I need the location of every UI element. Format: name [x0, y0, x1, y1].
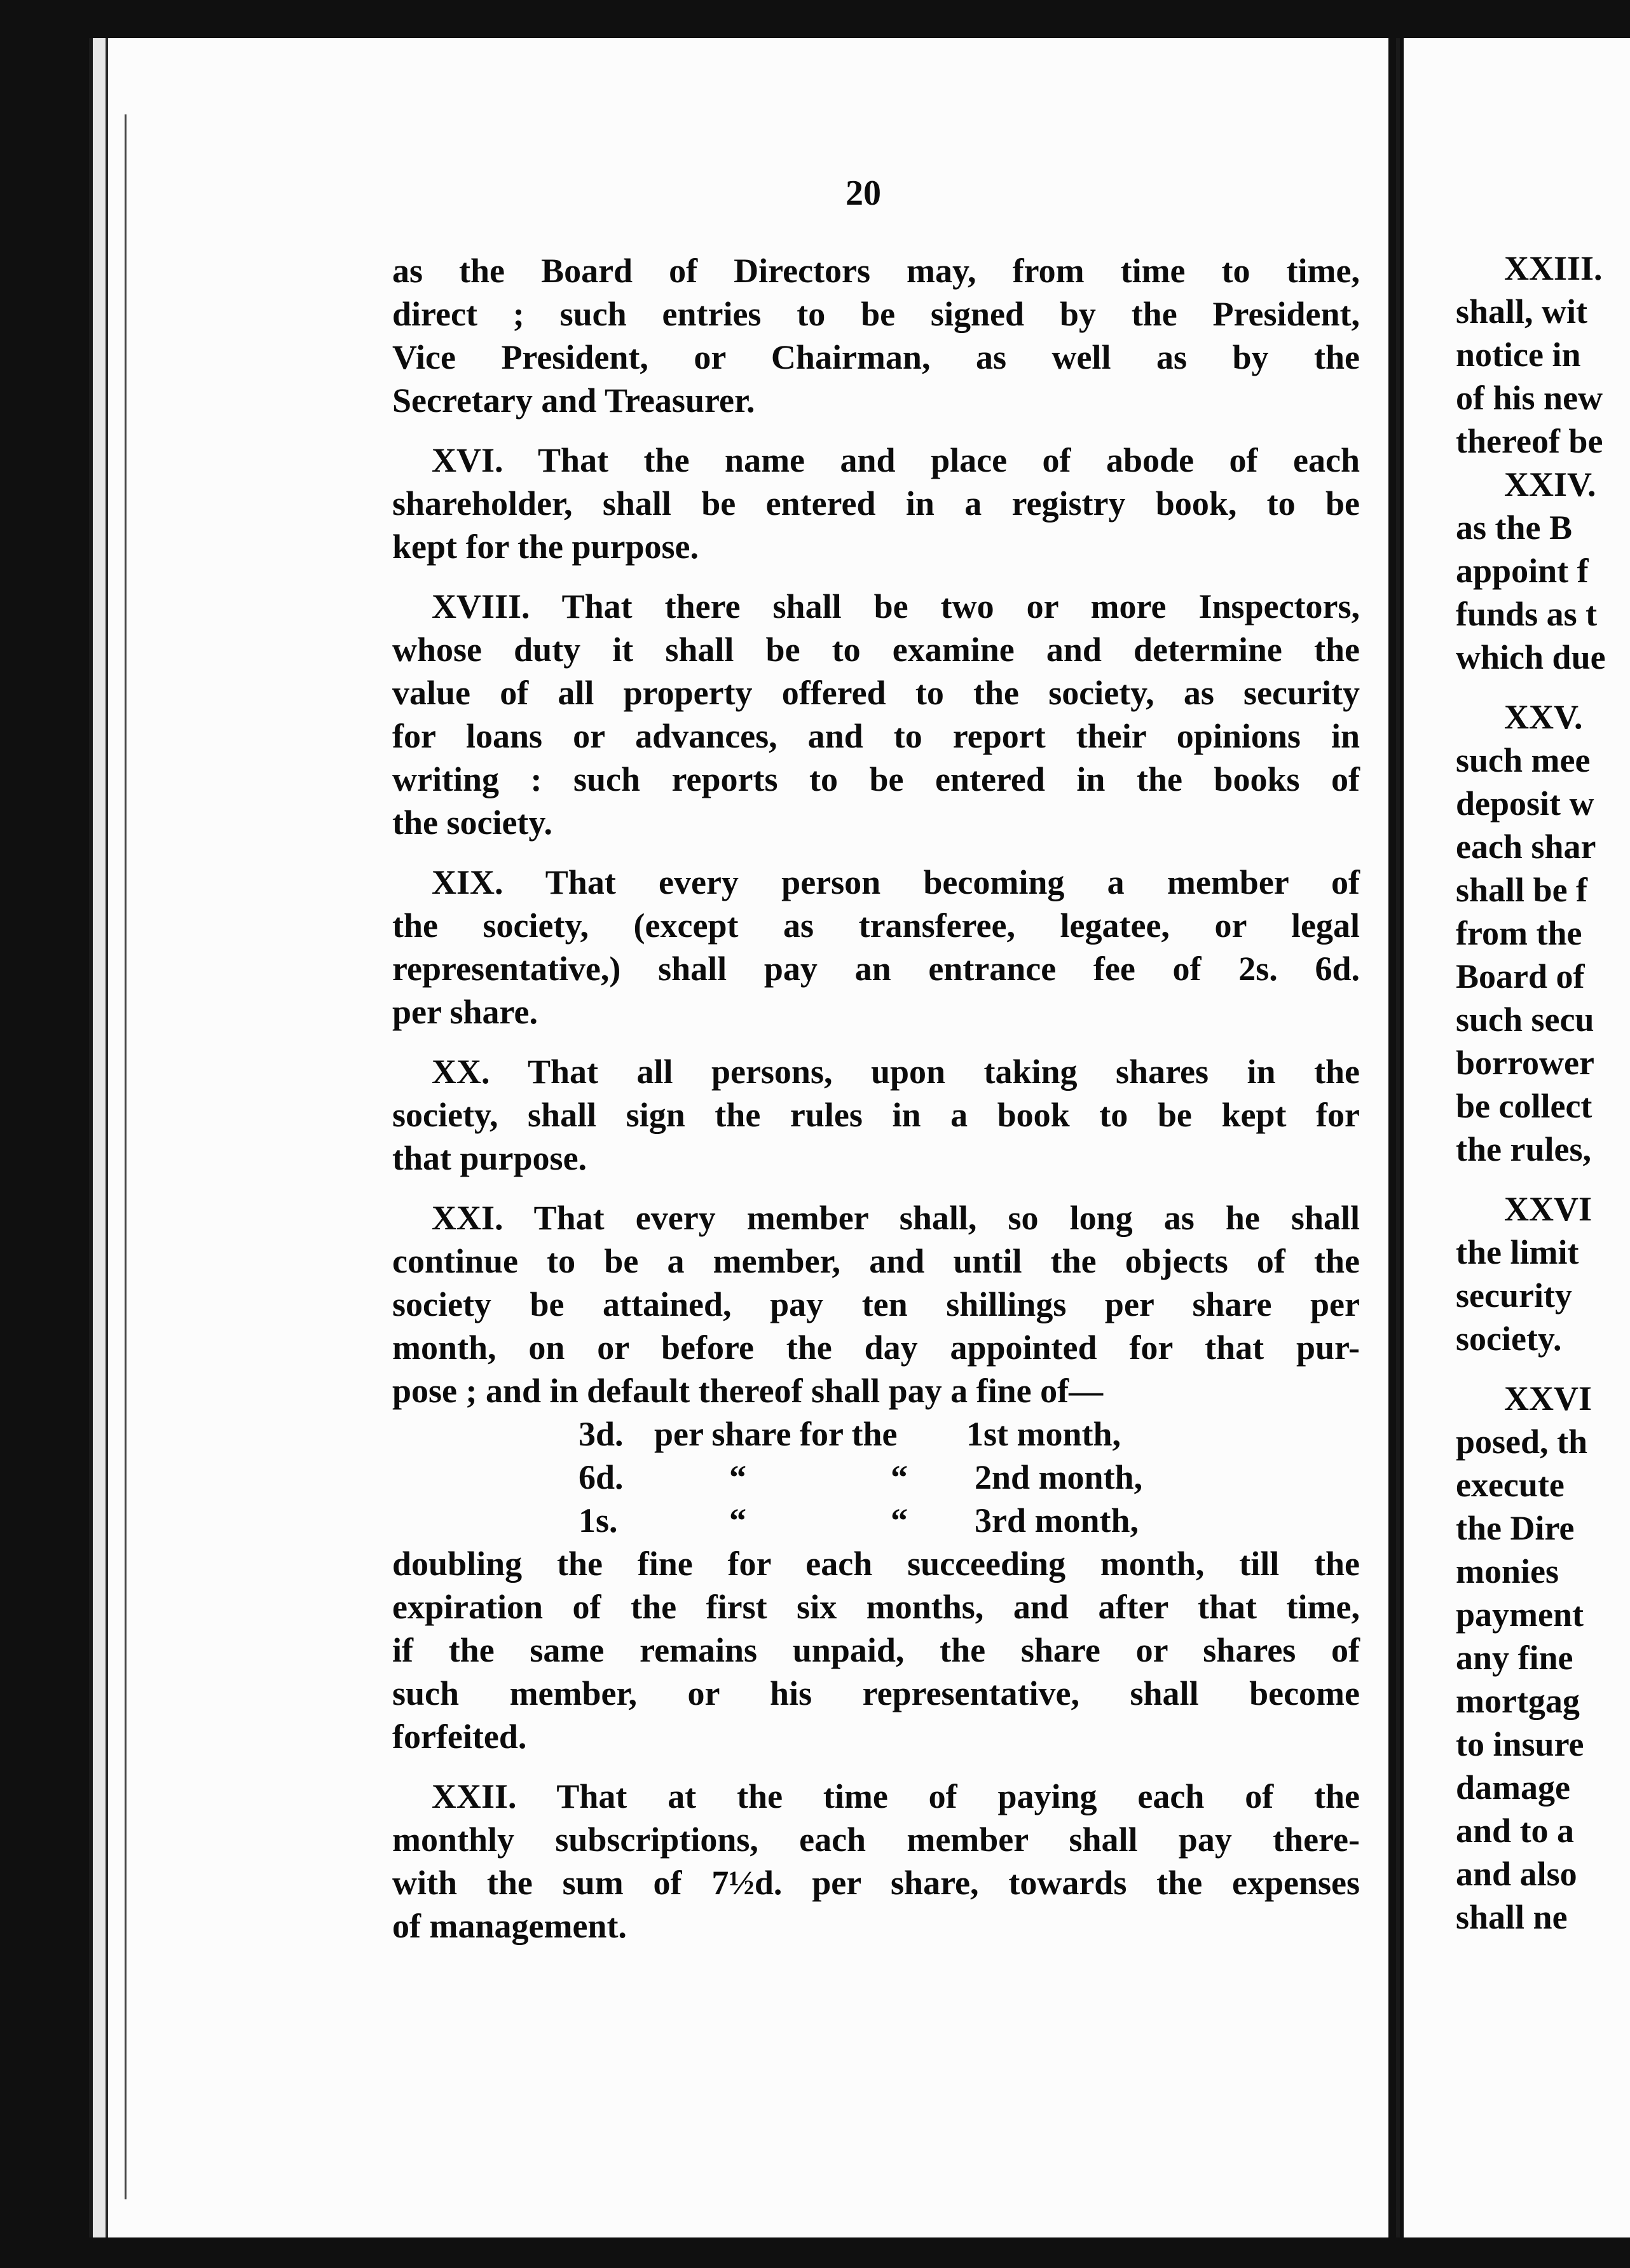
text-line: XXIV. [1504, 465, 1596, 503]
fine-row [392, 1412, 1360, 1456]
text-line: XXIII. [1504, 249, 1603, 287]
fine-month: 1st month, [966, 1415, 1121, 1453]
text-line: society, shall sign the rules in a book to be kept for [392, 1096, 1360, 1134]
fine-row [392, 1456, 1360, 1499]
fine-amount: 6d. [579, 1458, 624, 1496]
rule-xxiii-fragment [1456, 247, 1606, 463]
left-margin-rule [125, 114, 127, 2199]
text-line: execute [1456, 1466, 1565, 1504]
ditto-mark: “ [729, 1501, 746, 1540]
text-line: such mee [1456, 741, 1591, 779]
text-line: XXI. That every member shall, so long as he shall [432, 1199, 1360, 1237]
text-line: and also [1456, 1855, 1577, 1893]
text-line: forfeited. [392, 1718, 527, 1756]
text-line: XVI. That the name and place of abode of each [432, 441, 1360, 479]
text-line: such member, or his representative, shall become [392, 1674, 1360, 1712]
text-line: thereof be [1456, 422, 1603, 460]
text-line: the society, (except as transferee, legatee, or legal [392, 906, 1360, 945]
text-line: that purpose. [392, 1139, 587, 1177]
text-line: of management. [392, 1907, 627, 1945]
rule-xxiv-fragment [1456, 463, 1606, 679]
text-line: Vice President, or Chairman, as well as by the [392, 338, 1360, 376]
paragraph-continuation [392, 249, 1360, 422]
text-line: kept for the purpose. [392, 528, 699, 566]
rule-xx [392, 1050, 1360, 1180]
text-line: society. [1456, 1320, 1562, 1358]
fine-row [392, 1499, 1360, 1542]
text-line: shall, wit [1456, 292, 1588, 331]
text-line: continue to be a member, and until the objects of the [392, 1242, 1360, 1280]
text-line: payment [1456, 1595, 1584, 1634]
ditto-mark: “ [891, 1501, 908, 1540]
text-line: XIX. That every person becoming a member of [432, 863, 1360, 901]
rule-xxii [392, 1775, 1360, 1948]
text-line: such secu [1456, 1001, 1594, 1039]
text-line: Secretary and Treasurer. [392, 381, 755, 420]
text-line: monies [1456, 1552, 1559, 1590]
text-line: XXVI [1504, 1379, 1592, 1418]
text-line: direct ; such entries to be signed by the President, [392, 295, 1360, 333]
text-line: whose duty it shall be to examine and determine the [392, 631, 1360, 669]
rule-xxvi-fragment [1456, 1187, 1606, 1360]
text-line: if the same remains unpaid, the share or shares of [392, 1631, 1360, 1669]
ditto-mark: “ [729, 1458, 746, 1496]
text-line: the limit [1456, 1233, 1579, 1271]
rule-xxi-continued [392, 1542, 1360, 1758]
text-line: notice in [1456, 336, 1581, 374]
right-text-column-fragment [1456, 247, 1606, 1939]
rule-xvi [392, 439, 1360, 568]
text-line: the society. [392, 803, 552, 842]
text-line: shareholder, shall be entered in a registry book, to be [392, 484, 1360, 523]
text-line: doubling the fine for each succeeding month, till the [392, 1545, 1360, 1583]
rule-xix [392, 861, 1360, 1034]
text-line: and to a [1456, 1812, 1575, 1850]
fine-amount: 1s. [579, 1501, 618, 1540]
text-line: expiration of the first six months, and after that time, [392, 1588, 1360, 1626]
text-line: security [1456, 1276, 1572, 1315]
text-line: XXVI [1504, 1190, 1592, 1228]
page-gutter-divider [1396, 38, 1400, 2237]
text-line: from the [1456, 914, 1582, 952]
fine-month: 2nd month, [975, 1458, 1143, 1496]
text-line: XXII. That at the time of paying each of the [432, 1777, 1360, 1815]
text-line: monthly subscriptions, each member shall pay there- [392, 1821, 1360, 1859]
text-line: of his new [1456, 379, 1603, 417]
text-line: XXV. [1504, 698, 1583, 736]
fine-schedule [392, 1412, 1360, 1542]
text-line: the Dire [1456, 1509, 1575, 1547]
text-line: appoint f [1456, 552, 1589, 590]
rule-xxi [392, 1196, 1360, 1412]
text-line: shall be f [1456, 871, 1588, 909]
text-line: writing : such reports to be entered in the books of [392, 760, 1360, 798]
text-line: XX. That all persons, upon taking shares in the [432, 1053, 1360, 1091]
text-line: damage [1456, 1768, 1570, 1807]
text-line: pose ; and in default thereof shall pay a fine of— [392, 1372, 1104, 1410]
text-line: funds as t [1456, 595, 1598, 633]
rule-xxv-fragment [1456, 695, 1606, 1171]
text-line: each shar [1456, 828, 1596, 866]
fine-unit: per share for the [654, 1415, 898, 1453]
text-line: shall ne [1456, 1898, 1568, 1936]
text-line: deposit w [1456, 784, 1594, 823]
rule-xviii [392, 585, 1360, 844]
text-line: borrower [1456, 1044, 1594, 1082]
text-line: posed, th [1456, 1423, 1588, 1461]
text-line: for loans or advances, and to report their opinions in [392, 717, 1360, 755]
ditto-mark: “ [891, 1458, 908, 1496]
text-line: mortgag [1456, 1682, 1580, 1720]
text-line: as the B [1456, 509, 1573, 547]
text-line: value of all property offered to the society, as security [392, 674, 1360, 712]
text-line: any fine [1456, 1639, 1573, 1677]
text-line: with the sum of 7½d. per share, towards the expenses [392, 1864, 1360, 1902]
text-line: society be attained, pay ten shillings per share per [392, 1285, 1360, 1323]
text-line: the rules, [1456, 1130, 1591, 1168]
fine-amount: 3d. [579, 1415, 624, 1453]
page-number: 20 [846, 174, 881, 213]
text-line: be collect [1456, 1087, 1592, 1125]
rule-xxvii-fragment [1456, 1377, 1606, 1939]
fine-month: 3rd month, [975, 1501, 1139, 1540]
text-line: which due [1456, 638, 1606, 676]
text-line: month, on or before the day appointed for that pur- [392, 1329, 1360, 1367]
text-line: per share. [392, 993, 538, 1031]
text-line: representative,) shall pay an entrance fee of 2s. 6d. [392, 950, 1360, 988]
text-line: as the Board of Directors may, from time to time, [392, 252, 1360, 290]
text-line: XVIII. That there shall be two or more Inspectors, [432, 587, 1360, 625]
left-text-column [392, 249, 1360, 1948]
text-line: to insure [1456, 1725, 1584, 1763]
text-line: Board of [1456, 957, 1585, 995]
